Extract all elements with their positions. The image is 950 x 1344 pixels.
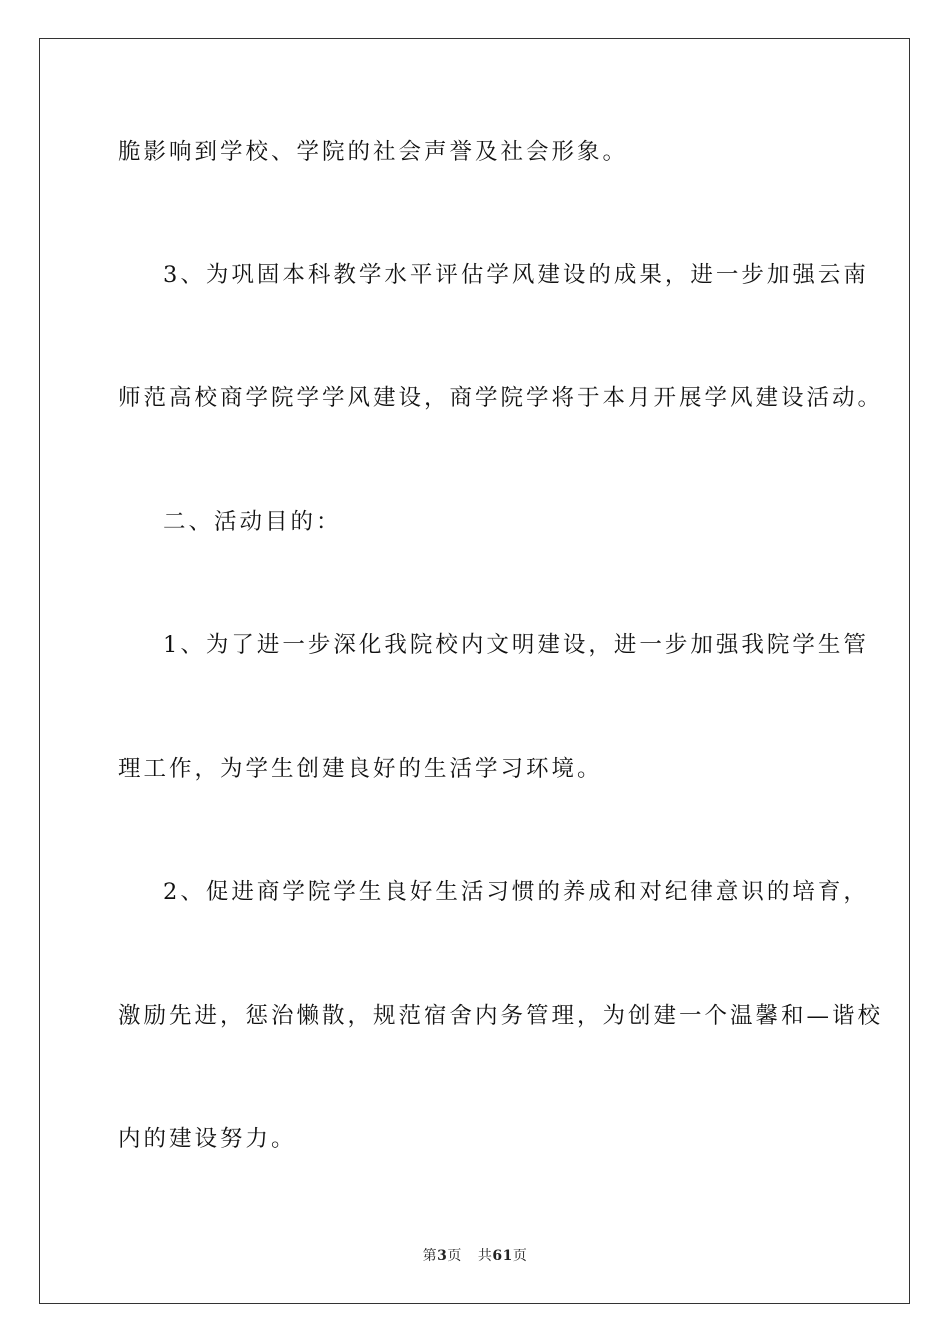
page-number: 3 — [437, 1248, 448, 1264]
page-border — [39, 38, 910, 1304]
text-line-9: 内的建设努力。 — [118, 1126, 297, 1152]
page-suffix: 页 — [447, 1248, 462, 1264]
text-line-5: 1、为了进一步深化我院校内文明建设，进一步加强我院学生管 — [163, 632, 869, 658]
text-line-8: 激励先进，惩治懒散，规范宿舍内务管理，为创建一个温馨和—谐校 — [118, 1003, 884, 1029]
page-prefix: 第 — [422, 1248, 438, 1264]
total-pages: 61 — [492, 1248, 513, 1264]
text-line-1: 脆影响到学校、学院的社会声誉及社会形象。 — [118, 139, 629, 165]
page-footer — [0, 1247, 950, 1265]
text-line-7: 2、促进商学院学生良好生活习惯的养成和对纪律意识的培育， — [163, 879, 869, 905]
section-heading: 二、活动目的： — [163, 509, 342, 535]
text-line-6: 理工作，为学生创建良好的生活学习环境。 — [118, 756, 603, 782]
total-suffix: 页 — [512, 1248, 528, 1264]
total-prefix: 共 — [477, 1248, 493, 1264]
text-line-2: 3、为巩固本科教学水平评估学风建设的成果，进一步加强云南 — [163, 262, 869, 288]
text-line-3: 师范高校商学院学学风建设，商学院学将于本月开展学风建设活动。 — [118, 385, 884, 411]
